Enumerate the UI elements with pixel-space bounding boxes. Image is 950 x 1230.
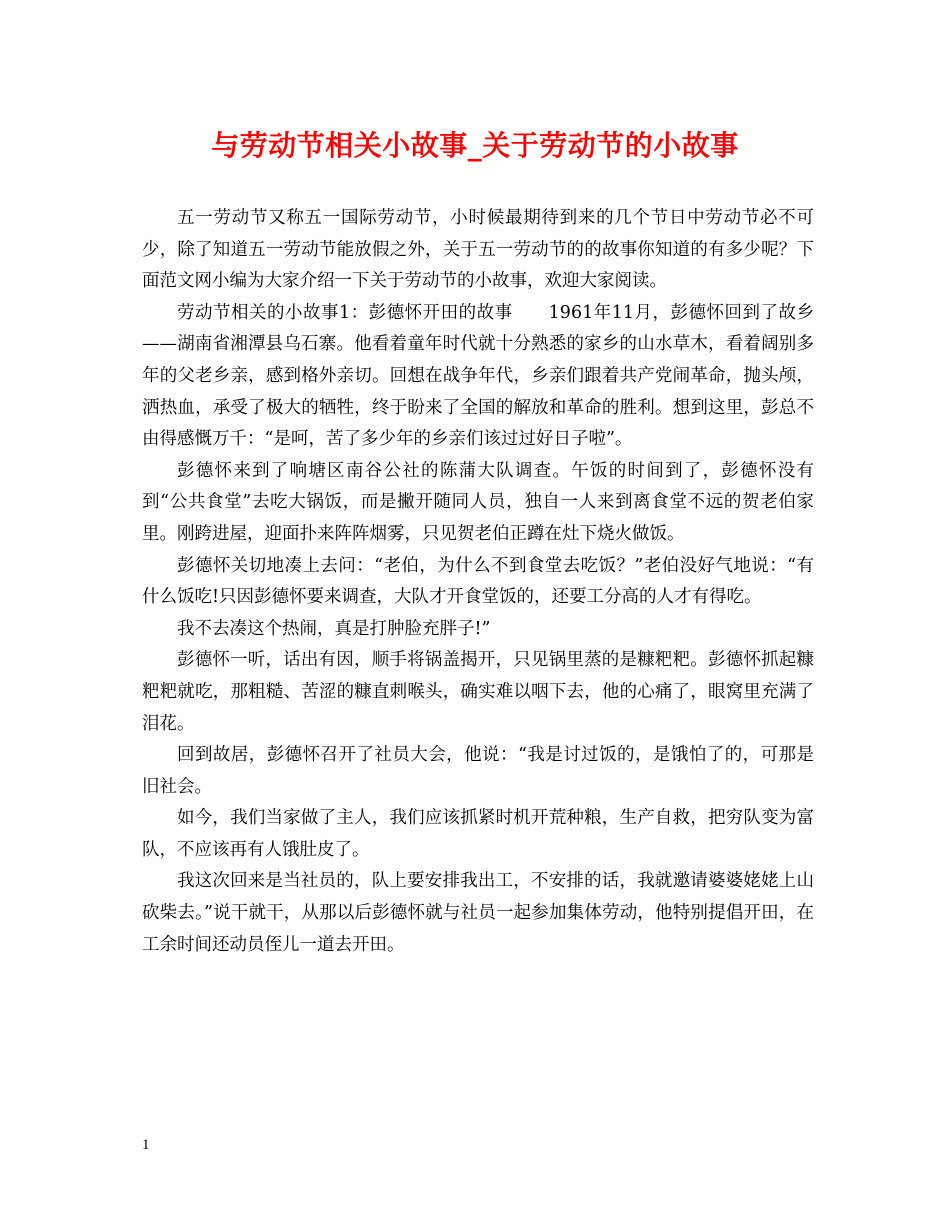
paragraph-story-1: 劳动节相关的小故事1：彭德怀开田的故事 1961年11月，彭德怀回到了故乡——湖南省湘潭县乌石寨。他看着童年时代就十分熟悉的家乡的山水草木，看着阔别多年的父老乡亲，感到格外亲切。回想在战争年代，乡亲们跟着共产党闹革命，抛头颅，洒热血，承受了极大的牺牲，终于盼来了全国的解放和革命的胜利。想到这里，彭总不由得感慨万千：“是呵，苦了多少年的乡亲们该过过好日子啦”。: [142, 302, 814, 450]
paragraph-story-8: 我这次回来是当社员的，队上要安排我出工，不安排的话，我就邀请婆婆姥姥上山砍柴去。”说干就干，从那以后彭德怀就与社员一起参加集体劳动，他特别提倡开田，在工余时间还动员侄儿一道去开田。: [142, 871, 814, 955]
paragraph-story-2: 彭德怀来到了响塘区南谷公社的陈蒲大队调查。午饭的时间到了，彭德怀没有到“公共食堂”去吃大锅饭，而是撇开随同人员，独自一人来到离食堂不远的贺老伯家里。刚跨进屋，迎面扑来阵阵烟雾，只见贺老伯正蹲在灶下烧火做饭。: [142, 460, 814, 544]
paragraph-story-7: 如今，我们当家做了主人，我们应该抓紧时机开荒种粮，生产自救，把穷队变为富队，不应该再有人饿肚皮了。: [142, 808, 814, 860]
document-title: 与劳动节相关小故事_关于劳动节的小故事: [211, 129, 739, 162]
paragraph-story-3: 彭德怀关切地凑上去问：“老伯，为什么不到食堂去吃饭？”老伯没好气地说：“有什么饭吃!只因彭德怀要来调查，大队才开食堂饭的，还要工分高的人才有得吃。: [142, 555, 814, 608]
page-number: 1: [142, 1137, 150, 1153]
document-body: [142, 203, 814, 961]
paragraph-story-4: 我不去凑这个热闹，真是打肿脸充胖子!”: [177, 618, 491, 639]
paragraph-story-6: 回到故居，彭德怀召开了社员大会，他说：“我是讨过饭的，是饿怕了的，可那是旧社会。: [142, 745, 814, 797]
paragraph-intro: 五一劳动节又称五一国际劳动节，小时候最期待到来的几个节日中劳动节必不可少，除了知道五一劳动节能放假之外，关于五一劳动节的的故事你知道的有多少呢？下面范文网小编为大家介绍一下关于劳动节的小故事，欢迎大家阅读。: [142, 208, 814, 292]
paragraph-story-5: 彭德怀一听，话出有因，顺手将锅盖揭开，只见锅里蒸的是糠粑粑。彭德怀抓起糠粑粑就吃，那粗糙、苦涩的糠直刺喉头，确实难以咽下去，他的心痛了，眼窝里充满了泪花。: [142, 650, 814, 734]
